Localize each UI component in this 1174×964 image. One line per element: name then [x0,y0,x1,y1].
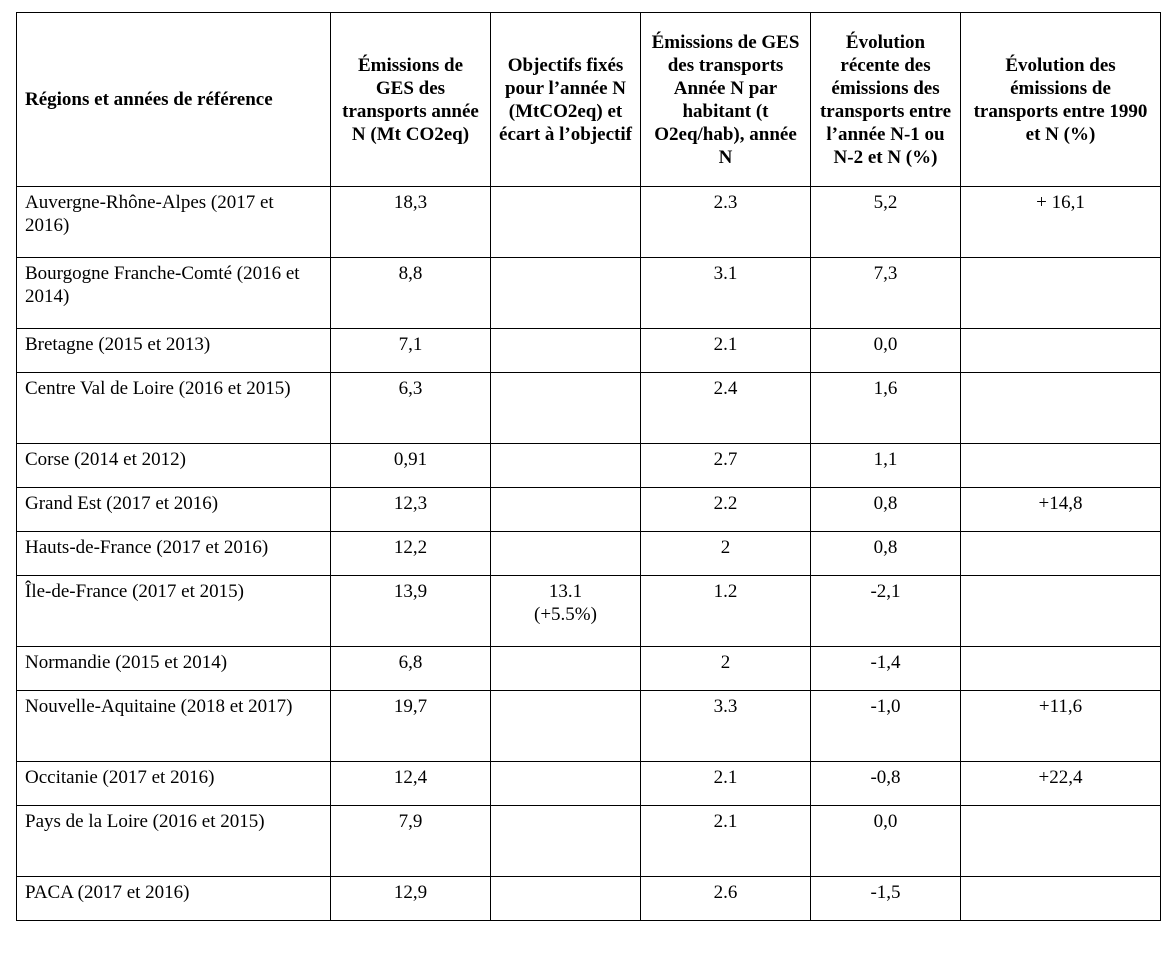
objectif-cell [491,258,641,329]
table-row [17,488,1161,532]
region-cell: Corse (2014 et 2012) [17,444,331,488]
header-emissions: Émissions de GES des transports année N (Mt CO2eq) [331,13,491,187]
evolution-recente-cell: -1,5 [811,877,961,921]
region-cell: Nouvelle-Aquitaine (2018 et 2017) [17,691,331,762]
evolution-1990-cell [961,576,1161,647]
par-habitant-cell: 2.7 [641,444,811,488]
objectif-cell [491,691,641,762]
emissions-cell: 6,8 [331,647,491,691]
emissions-cell: 19,7 [331,691,491,762]
table-row [17,258,1161,329]
table-row [17,877,1161,921]
region-cell: Normandie (2015 et 2014) [17,647,331,691]
objectif-ecart: (+5.5%) [534,604,597,625]
evolution-1990-cell: +14,8 [961,488,1161,532]
emissions-cell: 0,91 [331,444,491,488]
region-cell: Bretagne (2015 et 2013) [17,329,331,373]
objectif-cell [491,762,641,806]
par-habitant-cell: 2.6 [641,877,811,921]
evolution-recente-cell: 1,1 [811,444,961,488]
par-habitant-cell: 1.2 [641,576,811,647]
evolution-1990-cell [961,806,1161,877]
par-habitant-cell: 2.1 [641,762,811,806]
emissions-cell: 12,9 [331,877,491,921]
par-habitant-cell: 2.3 [641,187,811,258]
evolution-recente-cell: 0,0 [811,806,961,877]
evolution-recente-cell: -0,8 [811,762,961,806]
evolution-recente-cell: 7,3 [811,258,961,329]
objectif-cell [491,187,641,258]
evolution-1990-cell [961,877,1161,921]
evolution-recente-cell: -1,0 [811,691,961,762]
evolution-recente-cell: 0,8 [811,488,961,532]
par-habitant-cell: 2.1 [641,806,811,877]
region-cell: Auvergne-Rhône-Alpes (2017 et 2016) [17,187,331,258]
evolution-1990-cell: +11,6 [961,691,1161,762]
emissions-cell: 12,3 [331,488,491,532]
emissions-cell: 7,1 [331,329,491,373]
evolution-1990-cell: +22,4 [961,762,1161,806]
table-row [17,329,1161,373]
objectif-cell [491,444,641,488]
objectif-cell [491,877,641,921]
emissions-cell: 8,8 [331,258,491,329]
emissions-cell: 7,9 [331,806,491,877]
table-row [17,691,1161,762]
emissions-cell: 12,4 [331,762,491,806]
par-habitant-cell: 2 [641,532,811,576]
region-cell: PACA (2017 et 2016) [17,877,331,921]
emissions-cell: 18,3 [331,187,491,258]
region-cell: Hauts-de-France (2017 et 2016) [17,532,331,576]
objectif-cell [491,806,641,877]
table-row [17,444,1161,488]
emissions-cell: 12,2 [331,532,491,576]
evolution-1990-cell [961,373,1161,444]
evolution-1990-cell [961,444,1161,488]
evolution-1990-cell [961,647,1161,691]
table-row [17,647,1161,691]
emissions-table [16,12,1161,921]
region-cell: Bourgogne Franche-Comté (2016 et 2014) [17,258,331,329]
region-cell: Centre Val de Loire (2016 et 2015) [17,373,331,444]
objectif-cell [491,329,641,373]
table-row [17,373,1161,444]
par-habitant-cell: 2.4 [641,373,811,444]
evolution-1990-cell [961,532,1161,576]
header-evolution-recente: Évolution récente des émissions des transports entre l’année N-1 ou N-2 et N (%) [811,13,961,187]
header-row [17,13,1161,187]
region-cell: Île-de-France (2017 et 2015) [17,576,331,647]
par-habitant-cell: 2.2 [641,488,811,532]
objectif-cell [491,647,641,691]
evolution-recente-cell: 1,6 [811,373,961,444]
header-region: Régions et années de référence [17,13,331,187]
objectif-value: 13.1 [548,581,583,602]
evolution-1990-cell [961,329,1161,373]
table-row [17,187,1161,258]
evolution-1990-cell: + 16,1 [961,187,1161,258]
objectif-cell [491,488,641,532]
par-habitant-cell: 3.3 [641,691,811,762]
region-cell: Grand Est (2017 et 2016) [17,488,331,532]
evolution-1990-cell [961,258,1161,329]
objectif-cell [491,373,641,444]
region-cell: Pays de la Loire (2016 et 2015) [17,806,331,877]
table-row [17,762,1161,806]
evolution-recente-cell: 0,8 [811,532,961,576]
table-row [17,576,1161,647]
header-objectif: Objectifs fixés pour l’année N (MtCO2eq) et écart à l’objectif [491,13,641,187]
header-evolution-1990: Évolution des émissions de transports entre 1990 et N (%) [961,13,1161,187]
objectif-cell [491,576,641,647]
emissions-cell: 13,9 [331,576,491,647]
header-par-habitant: Émissions de GES des transports Année N par habitant (t O2eq/hab), année N [641,13,811,187]
par-habitant-cell: 2.1 [641,329,811,373]
table-row [17,532,1161,576]
evolution-recente-cell: 0,0 [811,329,961,373]
par-habitant-cell: 3.1 [641,258,811,329]
evolution-recente-cell: -2,1 [811,576,961,647]
evolution-recente-cell: -1,4 [811,647,961,691]
evolution-recente-cell: 5,2 [811,187,961,258]
objectif-cell [491,532,641,576]
region-cell: Occitanie (2017 et 2016) [17,762,331,806]
par-habitant-cell: 2 [641,647,811,691]
table-row [17,806,1161,877]
emissions-cell: 6,3 [331,373,491,444]
table-body [17,187,1161,921]
